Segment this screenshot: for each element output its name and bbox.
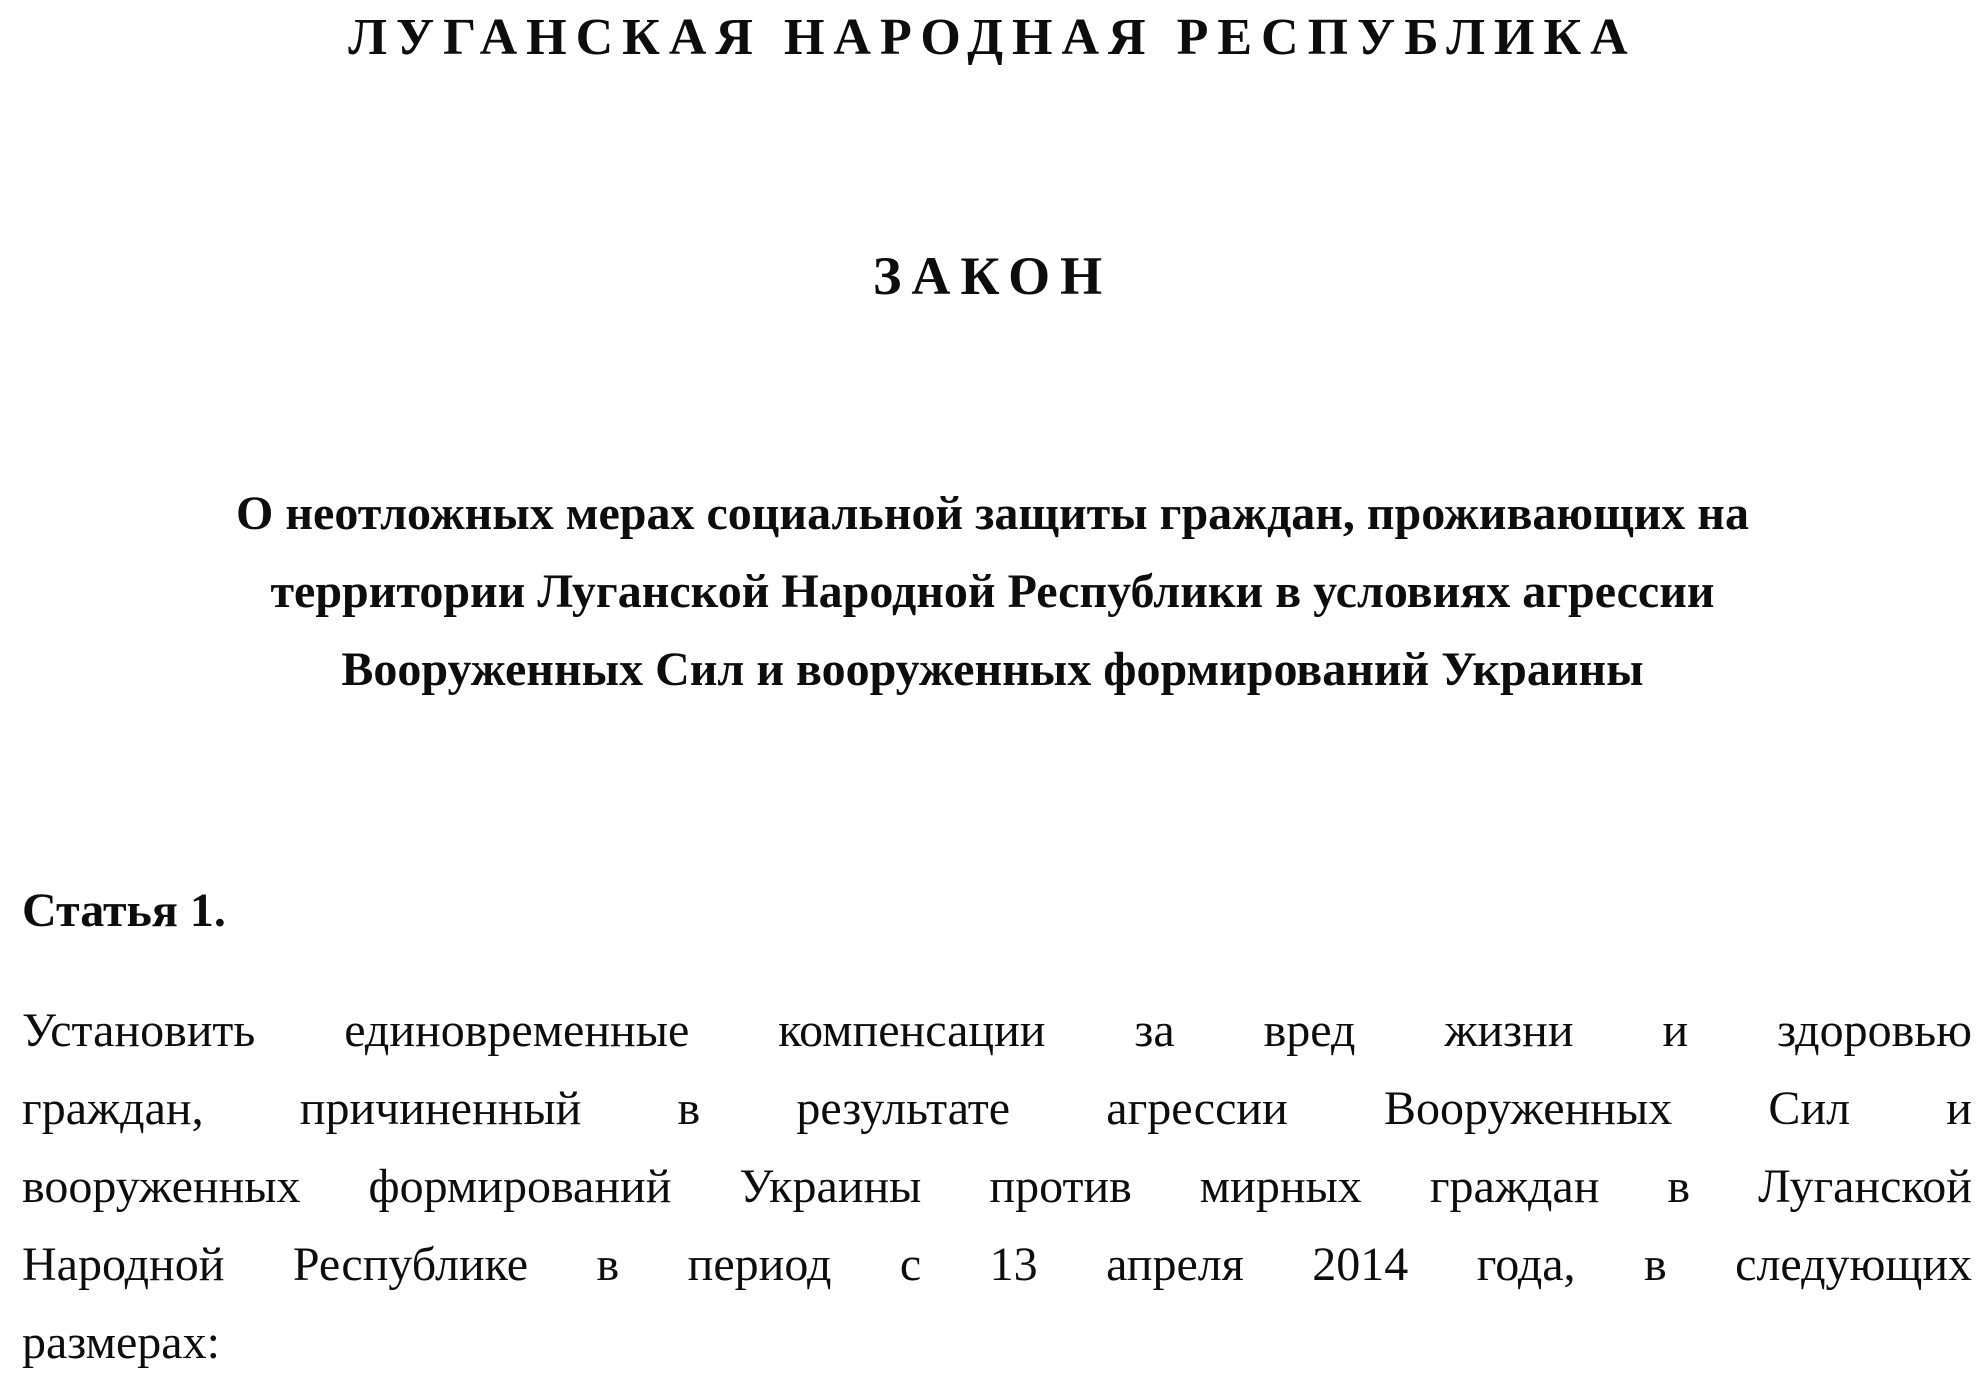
law-title — [60, 475, 1925, 709]
article-heading: Статья 1. — [22, 884, 226, 937]
law-title-line: территории Луганской Народной Республики в условиях агрессии — [270, 565, 1715, 618]
republic-heading: ЛУГАНСКАЯ НАРОДНАЯ РЕСПУБЛИКА — [348, 9, 1637, 66]
document-type-heading: ЗАКОН — [872, 246, 1113, 306]
article-body-line: Народной Республике в период с 13 апреля 2014 года, в следующих — [22, 1238, 1972, 1291]
article-body — [22, 992, 1972, 1382]
law-title-line: О неотложных мерах социальной защиты граждан, проживающих на — [236, 487, 1749, 540]
article-body-line: вооруженных формирований Украины против мирных граждан в Луганской — [22, 1160, 1972, 1213]
article-body-line: граждан, причиненный в результате агрессии Вооруженных Сил и — [22, 1082, 1972, 1135]
article-body-line: размерах: — [22, 1316, 220, 1369]
law-title-line: Вооруженных Сил и вооруженных формирований Украины — [341, 643, 1644, 696]
article-body-line: Установить единовременные компенсации за вред жизни и здоровью — [22, 1004, 1972, 1057]
